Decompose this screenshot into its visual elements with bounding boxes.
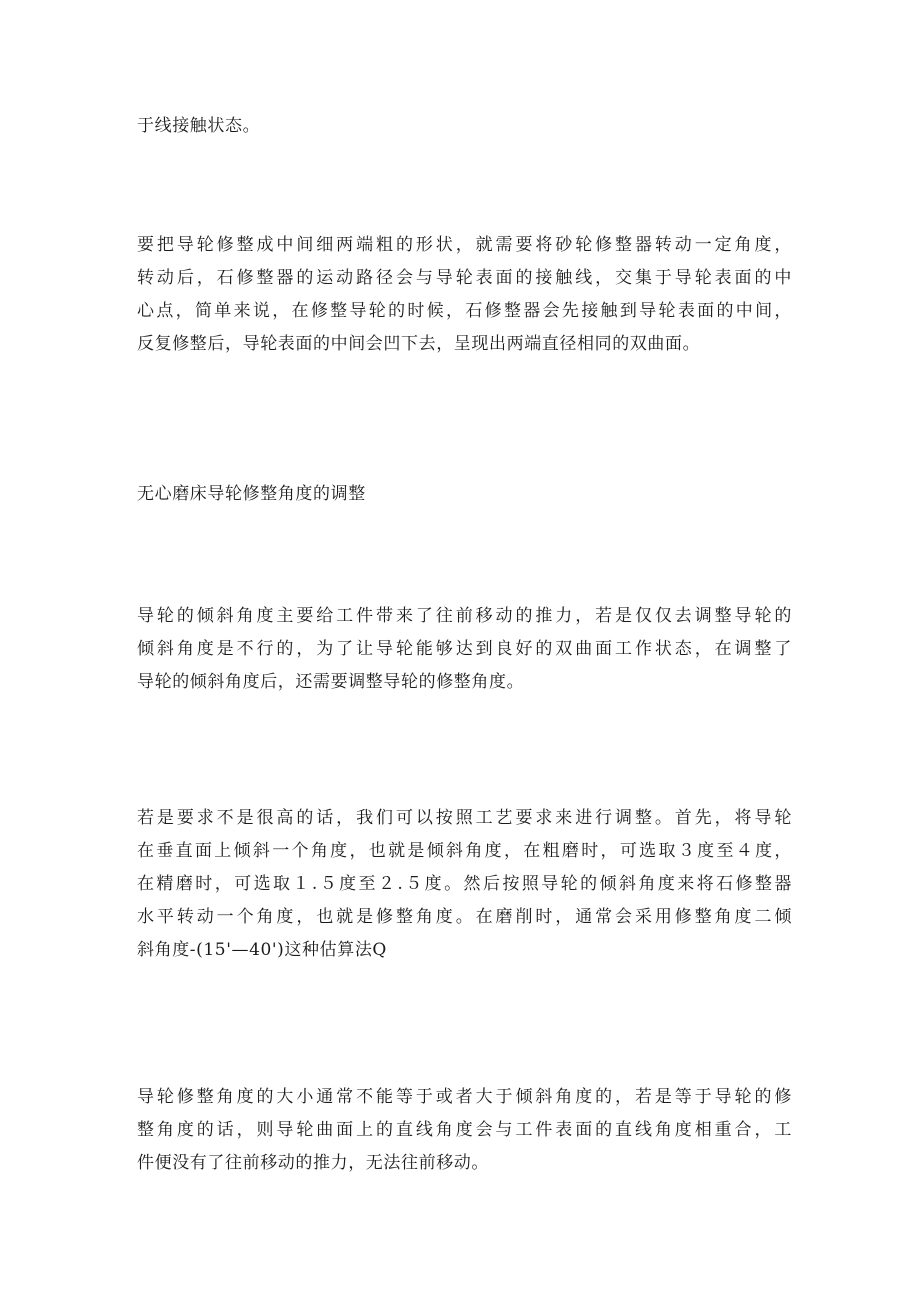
heading-text: 无心磨床导轮修整角度的调整 bbox=[137, 484, 366, 504]
paragraph-2 bbox=[137, 229, 792, 361]
text-line: 水平转动一个角度，也就是修整角度。在磨削时，通常会采用修整角度二倾 bbox=[137, 907, 792, 927]
text-line: 导轮的倾斜角度主要给工件带来了往前移动的推力，若是仅仅去调整导轮的 bbox=[137, 606, 792, 626]
paragraph-5 bbox=[137, 1081, 792, 1180]
paragraph-4 bbox=[137, 802, 792, 967]
text-line: 心点，简单来说，在修整导轮的时候，石修整器会先接触到导轮表面的中间， bbox=[137, 301, 792, 321]
text-line: 于线接触状态。 bbox=[137, 116, 261, 136]
section-heading bbox=[137, 478, 792, 511]
paragraph-3 bbox=[137, 600, 792, 699]
text-line: 在垂直面上倾斜一个角度，也就是倾斜角度，在粗磨时，可选取３度至４度， bbox=[137, 841, 792, 861]
text-line: 整角度的话，则导轮曲面上的直线角度会与工件表面的直线角度相重合，工 bbox=[137, 1120, 792, 1140]
text-line: 斜角度-(15'—40')这种估算法Q bbox=[137, 940, 387, 960]
text-line: 件便没有了往前移动的推力，无法往前移动。 bbox=[137, 1153, 489, 1173]
text-line: 若是要求不是很高的话，我们可以按照工艺要求来进行调整。首先，将导轮 bbox=[137, 808, 792, 828]
text-line: 导轮的倾斜角度后，还需要调整导轮的修整角度。 bbox=[137, 672, 525, 692]
text-line: 倾斜角度是不行的，为了让导轮能够达到良好的双曲面工作状态，在调整了 bbox=[137, 639, 792, 659]
text-line: 导轮修整角度的大小通常不能等于或者大于倾斜角度的，若是等于导轮的修 bbox=[137, 1087, 792, 1107]
text-line: 在精磨时，可选取１.５度至２.５度。然后按照导轮的倾斜角度来将石修整器 bbox=[137, 874, 792, 894]
paragraph-1 bbox=[137, 110, 792, 143]
text-line: 反复修整后，导轮表面的中间会凹下去，呈现出两端直径相同的双曲面。 bbox=[137, 334, 701, 354]
text-line: 要把导轮修整成中间细两端粗的形状，就需要将砂轮修整器转动一定角度， bbox=[137, 235, 792, 255]
text-line: 转动后，石修整器的运动路径会与导轮表面的接触线，交集于导轮表面的中 bbox=[137, 268, 792, 288]
